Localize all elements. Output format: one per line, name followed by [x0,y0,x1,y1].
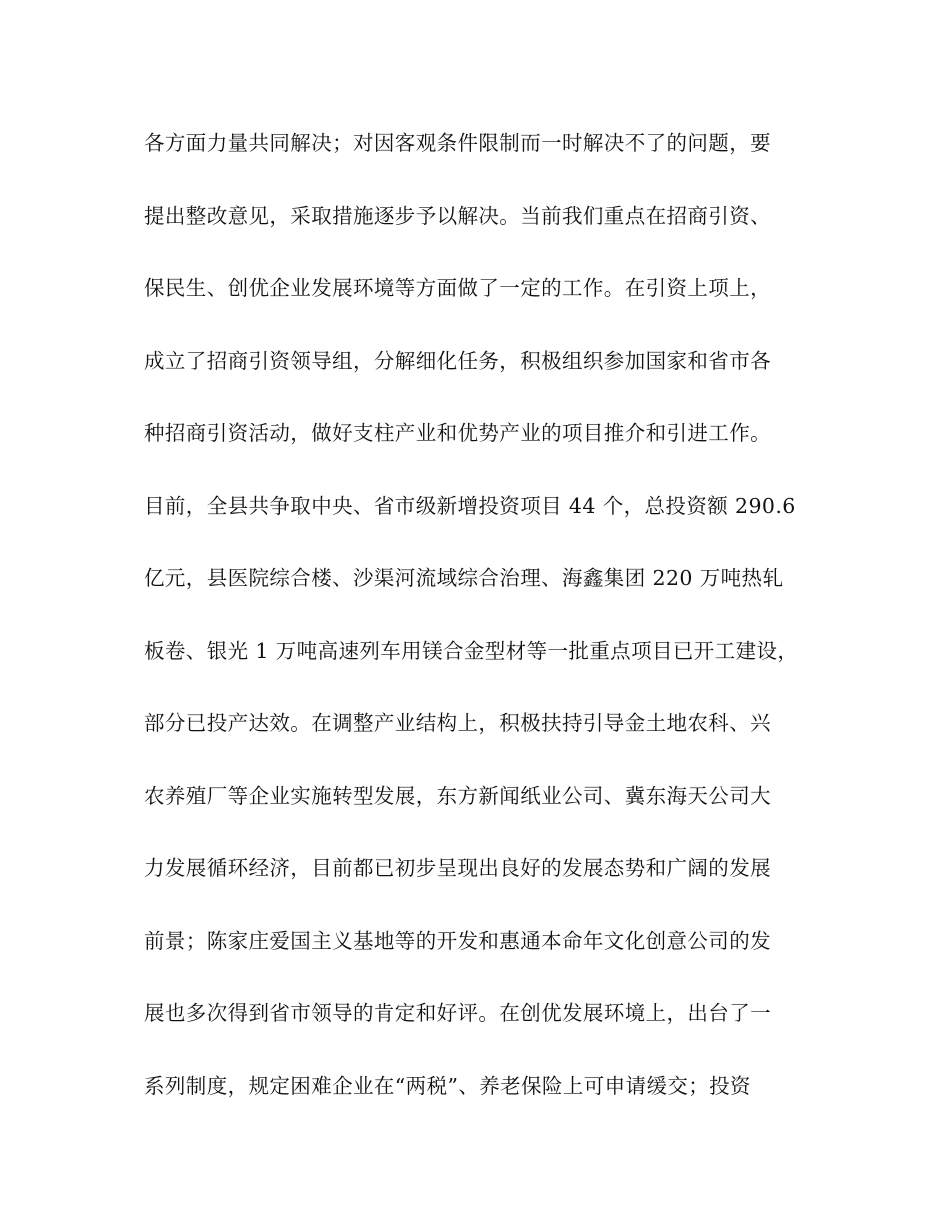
text-line: 各方面力量共同解决；对因客观条件限制而一时解决不了的问题，要 [144,131,771,155]
text-line: 板卷、银光 1 万吨高速列车用镁合金型材等一批重点项目已开工建设， [144,638,799,663]
text-line: 展也多次得到省市领导的肯定和好评。在创优发展环境上，出台了一 [144,1001,771,1025]
text-line: 系列制度，规定困难企业在“两税”、养老保险上可申请缓交；投资 [144,1073,751,1098]
text-line: 保民生、创优企业发展环境等方面做了一定的工作。在引资上项上， [144,276,771,300]
body-paragraph [144,118,804,1133]
text-line: 种招商引资活动，做好支柱产业和优势产业的项目推介和引进工作。 [144,421,771,445]
text-line: 力发展循环经济，目前都已初步呈现出良好的发展态势和广阔的发展 [144,856,771,880]
text-line: 部分已投产达效。在调整产业结构上，积极扶持引导金土地农科、兴 [144,711,771,735]
text-line: 成立了招商引资领导组，分解细化任务，积极组织参加国家和省市各 [144,348,771,373]
text-line: 前景；陈家庄爱国主义基地等的开发和惠通本命年文化创意公司的发 [144,928,771,953]
text-line: 亿元，县医院综合楼、沙渠河流域综合治理、海鑫集团 220 万吨热轧 [144,566,784,590]
text-line: 农养殖厂等企业实施转型发展，东方新闻纸业公司、冀东海天公司大 [144,783,771,808]
text-line: 目前，全县共争取中央、省市级新增投资项目 44 个，总投资额 290.6 [144,493,796,518]
text-line: 提出整改意见，采取措施逐步予以解决。当前我们重点在招商引资、 [144,203,771,228]
